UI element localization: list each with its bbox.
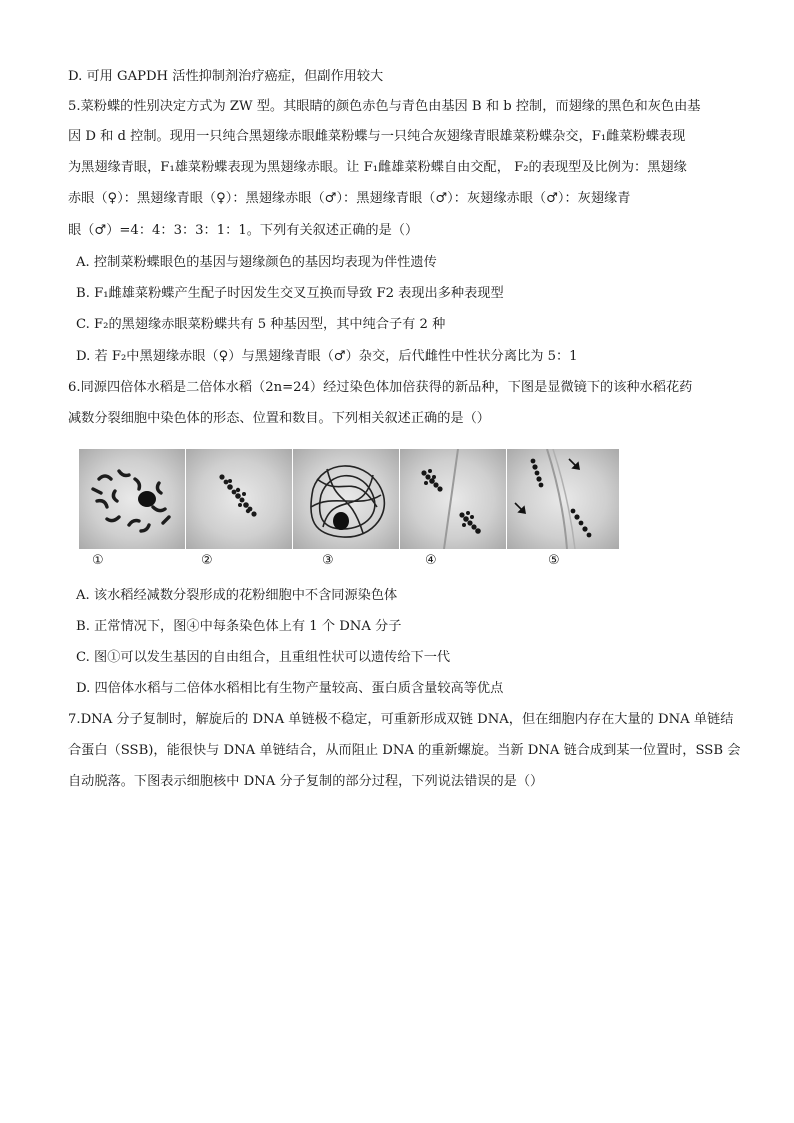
micrograph-panel-1 (79, 449, 185, 549)
micrograph-panel-2 (186, 449, 292, 549)
micrograph-panel-5 (507, 449, 619, 549)
q7-stem-line-1: 7.DNA 分子复制时，解旋后的 DNA 单链极不稳定，可重新形成双链 DNA，但在细胞内存在大量的 DNA 单链结 (68, 712, 734, 727)
q5-stem-line-4: 赤眼（♀）：黑翅缘青眼（♀）：黑翅缘赤眼（♂）：黑翅缘青眼（♂）：灰翅缘赤眼（♂）：灰翅缘青 (68, 191, 631, 206)
q5-stem-line-3: 为黑翅缘青眼，F₁雄菜粉蝶表现为黑翅缘赤眼。让 F₁雌雄菜粉蝶自由交配， F₂的表现型及比例为：黑翅缘 (68, 160, 687, 175)
figure-label-1: ① (92, 553, 104, 568)
q5-stem-line-1: 5.菜粉蝶的性别决定方式为 ZW 型。其眼睛的颜色赤色与青色由基因 B 和 b 控制，而翅缘的黑色和灰色由基 (68, 99, 701, 114)
q6-option-d: D. 四倍体水稻与二倍体水稻相比有生物产量较高、蛋白质含量较高等优点 (76, 681, 504, 696)
q6-option-a: A. 该水稻经减数分裂形成的花粉细胞中不含同源染色体 (76, 588, 398, 603)
q6-stem-line-1: 6.同源四倍体水稻是二倍体水稻（2n=24）经过染色体加倍获得的新品种，下图是显微镜下的该种水稻花药 (68, 380, 693, 395)
q6-option-b: B. 正常情况下，图④中每条染色体上有 1 个 DNA 分子 (76, 619, 402, 634)
figure-label-2: ② (201, 553, 213, 568)
q7-stem-line-2: 合蛋白（SSB)，能很快与 DNA 单链结合，从而阻止 DNA 的重新螺旋。当新 DNA 链合成到某一位置时，SSB 会 (68, 743, 741, 758)
q5-option-d: D. 若 F₂中黑翅缘赤眼（♀）与黑翅缘青眼（♂）杂交，后代雌性中性状分离比为 5：1 (76, 349, 578, 364)
micrograph-panel-4 (400, 449, 506, 549)
q6-option-c: C. 图①可以发生基因的自由组合，且重组性状可以遗传给下一代 (76, 650, 451, 665)
q5-option-b: B. F₁雌雄菜粉蝶产生配子时因发生交叉互换而导致 F2 表现出多种表现型 (76, 286, 504, 301)
micrograph-panel-3 (293, 449, 399, 549)
figure-label-3: ③ (322, 553, 334, 568)
q5-stem-line-2: 因 D 和 d 控制。现用一只纯合黑翅缘赤眼雌菜粉蝶与一只纯合灰翅缘青眼雄菜粉蝶杂交，F₁雌菜粉蝶表现 (68, 129, 686, 144)
q6-stem-line-2: 减数分裂细胞中染色体的形态、位置和数目。下列相关叙述正确的是（） (68, 411, 490, 426)
q5-option-c: C. F₂的黑翅缘赤眼菜粉蝶共有 5 种基因型，其中纯合子有 2 种 (76, 317, 446, 332)
q7-stem-line-3: 自动脱落。下图表示细胞核中 DNA 分子复制的部分过程，下列说法错误的是（） (68, 774, 544, 789)
micrograph-figure (79, 449, 619, 551)
figure-label-4: ④ (425, 553, 437, 568)
q5-option-a: A. 控制菜粉蝶眼色的基因与翅缘颜色的基因均表现为伴性遗传 (76, 255, 437, 270)
figure-label-5: ⑤ (548, 553, 560, 568)
q4-option-d: D. 可用 GAPDH 活性抑制剂治疗癌症，但副作用较大 (68, 69, 384, 84)
q5-stem-line-5: 眼（♂）=4：4：3：3：1：1。下列有关叙述正确的是（） (68, 223, 419, 238)
